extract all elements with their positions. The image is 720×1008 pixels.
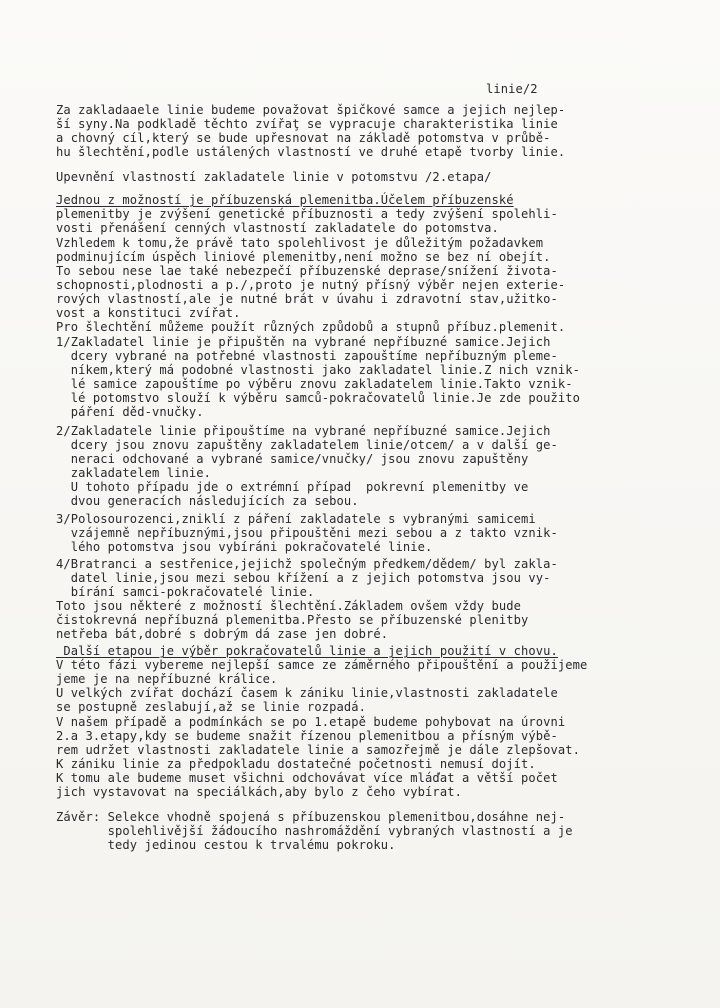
text-line: plemenitby je zvýšení genetické příbuznosti a tedy zvýšení spolehli- — [56, 207, 558, 221]
text-line: Toto jsou některé z možností šlechtění.Základem ovšem vždy bude — [56, 599, 522, 613]
text-line: schopnosti,plodnosti a p./,proto je nutný přísný výběr nejen exterie- — [56, 278, 566, 292]
text-line: se postupně zeslabují,až se linie rozpadá. — [56, 700, 367, 714]
list-item: bírání samci-pokračovatelé linie. — [56, 585, 315, 599]
list-item: dvou generacích následujících za sebou. — [56, 494, 359, 508]
text-line: K zániku linie za předpokladu dostatečné početnosti nemusí dojít. — [56, 757, 536, 771]
text-line: jich vystavovat na speciálkách,aby bylo z čeho vybírat. — [56, 785, 462, 799]
text-line: V našem případě a podmínkách se po 1.etapě budeme pohybovat na úrovni — [56, 715, 566, 729]
text-line: Za zakladaaele linie budeme považovat špičkové samce a jejich nejlep- — [56, 103, 566, 117]
conclusion-line: tedy jedinou cestou k trvalému pokroku. — [56, 838, 396, 852]
list-item: lého potomstva jsou vybíráni pokračovatelé linie. — [56, 540, 433, 554]
list-item: 2/Zakladatele linie připouštíme na vybrané nepříbuzné samice.Jejich — [56, 424, 551, 438]
text-line: To sebou nese lae také nebezpečí příbuzenské deprase/snížení života- — [56, 264, 558, 278]
conclusion-line: spolehlivější žádoucího nashromáždění vybraných vlastností a je — [56, 824, 573, 838]
list-item: 1/Zakladatel linie je připuštěn na vybrané nepříbuzné samice.Jejich — [56, 335, 551, 349]
page-label: linie/2 — [486, 82, 538, 96]
text-line: podminujícím úspěch liniové plemenitby,není možno se bez ní obejít. — [56, 250, 551, 264]
list-item: dcery jsou znovu zapuštěny zakladatelem linie/otcem/ a v další ge- — [56, 438, 558, 452]
conclusion-line: Závěr: Selekce vhodně spojená s příbuzenskou plemenitbou,dosáhne nej- — [56, 810, 566, 824]
text-line: rových vlastností,ale je nutné brát v úvahu i zdravotní stav,užitko- — [56, 292, 558, 306]
text-line: vost a konstituci zvířat. — [56, 306, 241, 320]
text-line: U velkých zvířat dochází časem k zániku linie,vlastnosti zakladatele — [56, 686, 558, 700]
text-line: hu šlechtění,podle ustálených vlastností ve druhé etapě tvorby linie. — [56, 145, 566, 159]
text-line: rem udržet vlastnosti zakladatele linie a samozřejmě je dále zlepšovat. — [56, 743, 581, 757]
list-item: 3/Polosourozenci,zniklí z páření zakladatele s vybranými samicemi — [56, 512, 536, 526]
list-item: 4/Bratranci a sestřenice,jejichž společným předkem/dědem/ byl zakla- — [56, 557, 558, 571]
text-line: a chovný cíl,který se bude upřesnovat na základě potomstva v průbě- — [56, 131, 551, 145]
text-line: vosti přenášení cenných vlastností zakladatele do potomstva. — [56, 221, 499, 235]
text-line: Vzhledem k tomu,že právě tato spolehlivost je důležitým požadavkem — [56, 236, 544, 250]
list-item: zakladatelem linie. — [56, 466, 212, 480]
list-item: lé potomstvo slouží k výběru samců-pokračovatelů linie.Je zde použito — [56, 391, 581, 405]
text-line: netřeba bát,dobré s dobrým dá zase jen dobré. — [56, 627, 389, 641]
list-item: U tohoto případu jde o extrémní případ pokrevní plemenitby ve — [56, 480, 529, 494]
list-item: lé samice zapouštíme po výběru znovu zakladatelem linie.Takto vznik- — [56, 377, 573, 391]
text-line: 2.a 3.etapy,kdy se budeme snažit řízenou plemenitbou a přísným výbě- — [56, 729, 558, 743]
text-line: Jednou z možností je příbuzenská plemenitba.Účelem příbuzenské — [56, 193, 514, 207]
text-line: čistokrevná nepříbuzná plemenitba.Přesto se příbuzenské plenitby — [56, 613, 529, 627]
text-line: ší syny.Na podkladě těchto zvířaţ se vypracuje charakteristika linie — [56, 117, 558, 131]
list-item: vzájemně nepříbuznými,jsou připouštěni mezi sebou a z takto vznik- — [56, 526, 558, 540]
text-line: Další etapou je výběr pokračovatelů linie a jejich použití v chovu. — [56, 644, 558, 658]
list-item: páření děd-vnučky. — [56, 405, 204, 419]
list-item: níkem,který má podobné vlastnosti jako zakladatel linie.Z nich vznik- — [56, 363, 581, 377]
list-item: neraci odchované a vybrané samice/vnučky/ jsou znovu zapuštěny — [56, 452, 529, 466]
list-item: dcery vybrané na potřebné vlastnosti zapouštíme nepříbuzným pleme- — [56, 349, 558, 363]
section-heading: Upevnění vlastností zakladatele linie v potomstvu /2.etapa/ — [56, 170, 492, 184]
text-line: Pro šlechtění můžeme použít různých způdobů a stupnů příbuz.plemenit. — [56, 320, 566, 334]
text-line: V této fázi vybereme nejlepší samce ze záměrného připouštění a použijeme — [56, 658, 588, 672]
text-line: jeme je na nepříbuzné králice. — [56, 672, 278, 686]
list-item: datel linie,jsou mezi sebou křížení a z jejich potomstva jsou vy- — [56, 571, 551, 585]
text-line: K tomu ale budeme muset všichni odchovávat více mláďat a větší počet — [56, 771, 558, 785]
